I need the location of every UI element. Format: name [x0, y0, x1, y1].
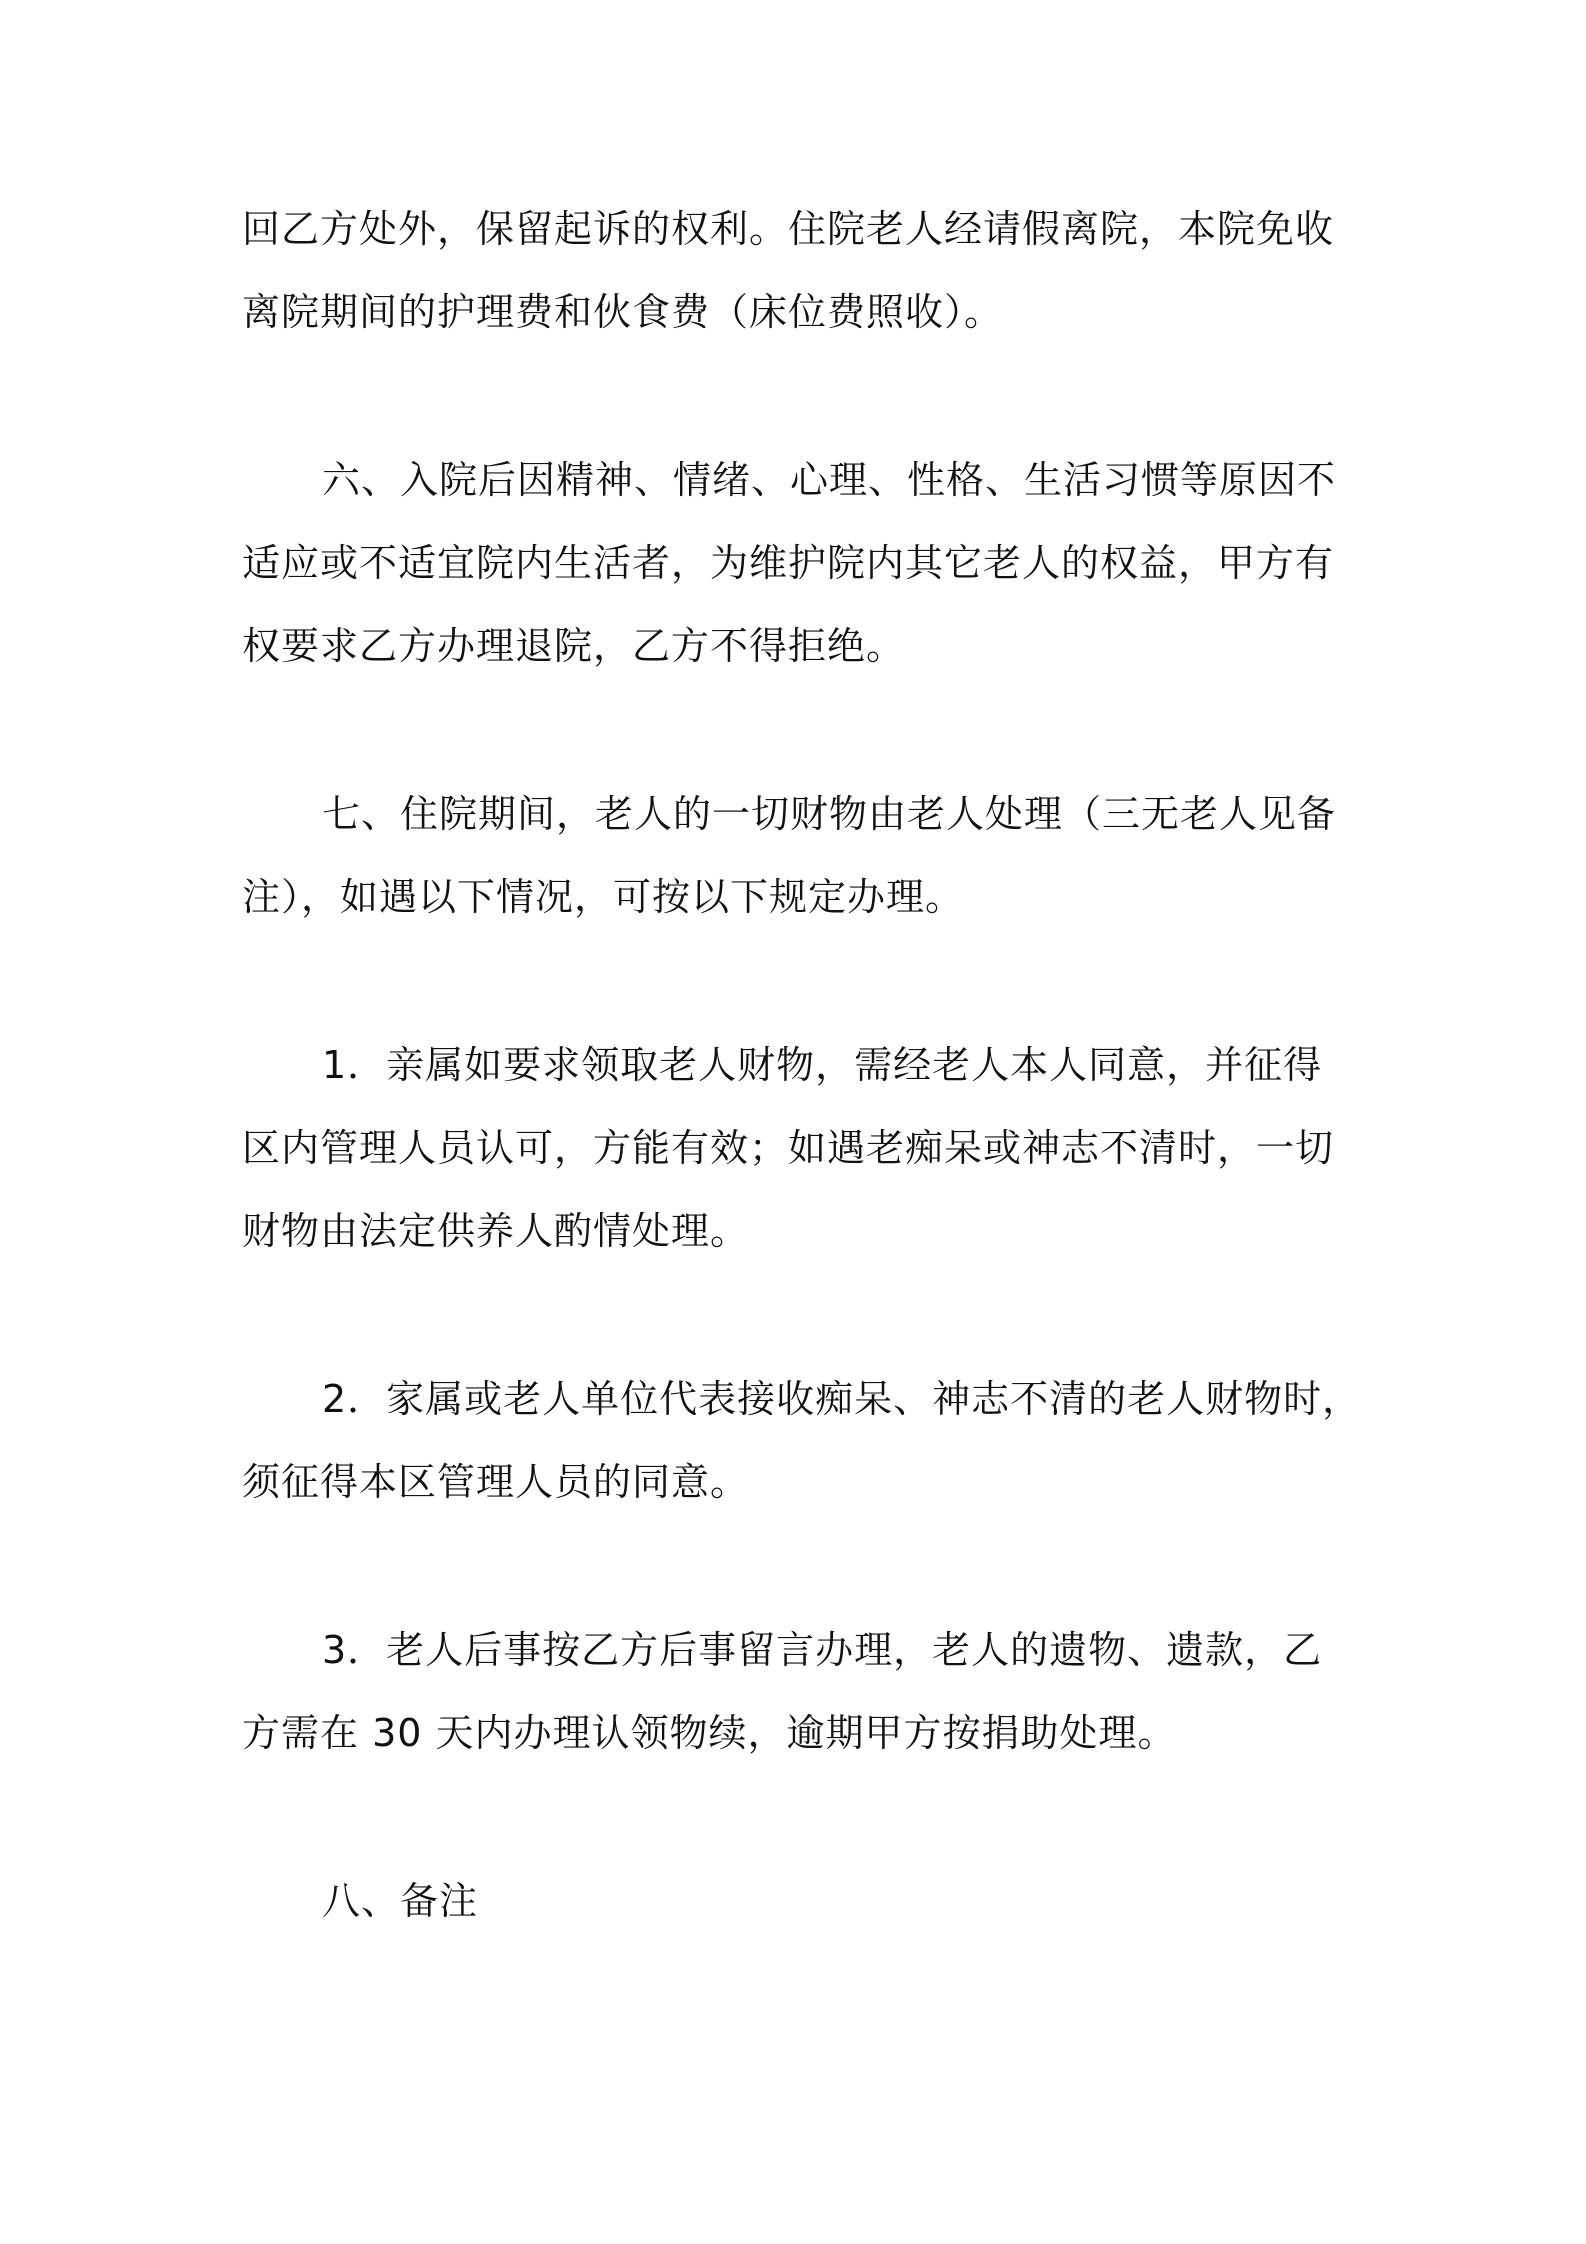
text-line: 1．亲属如要求领取老人财物，需经老人本人同意，并征得 — [322, 1043, 1323, 1087]
text-line: 注），如遇以下情况，可按以下规定办理。 — [242, 875, 965, 919]
paragraph-item-3 — [242, 1609, 1362, 1775]
paragraph-continuation — [242, 188, 1362, 354]
paragraph-item-2 — [242, 1358, 1362, 1524]
text-line: 权要求乙方办理退院，乙方不得拒绝。 — [242, 624, 906, 668]
text-line: 六、入院后因精神、情绪、心理、性格、生活习惯等原因不 — [322, 458, 1337, 502]
text-line: 离院期间的护理费和伙食费（床位费照收）。 — [242, 290, 1004, 334]
text-line: 区内管理人员认可，方能有效；如遇老痴呆或神志不清时，一切 — [242, 1126, 1335, 1170]
text-line: 七、住院期间，老人的一切财物由老人处理（三无老人见备 — [322, 792, 1337, 836]
section-heading: 八、备注 — [322, 1879, 479, 1923]
text-line: 财物由法定供养人酌情处理。 — [242, 1209, 750, 1253]
text-line: 回乙方处外，保留起诉的权利。住院老人经请假离院，本院免收 — [242, 207, 1335, 251]
text-line: 须征得本区管理人员的同意。 — [242, 1460, 750, 1504]
text-line: 3．老人后事按乙方后事留言办理，老人的遗物、遗款，乙 — [322, 1628, 1323, 1672]
paragraph-article-6 — [242, 439, 1362, 688]
paragraph-item-1 — [242, 1024, 1362, 1273]
text-line: 适应或不适宜院内生活者，为维护院内其它老人的权益，甲方有 — [242, 541, 1335, 585]
text-line: 方需在 30 天内办理认领物续，逾期甲方按捐助处理。 — [242, 1711, 1177, 1755]
paragraph-article-8 — [242, 1860, 1362, 1943]
paragraph-article-7 — [242, 773, 1362, 939]
text-line: 2．家属或老人单位代表接收痴呆、神志不清的老人财物时， — [322, 1377, 1362, 1421]
